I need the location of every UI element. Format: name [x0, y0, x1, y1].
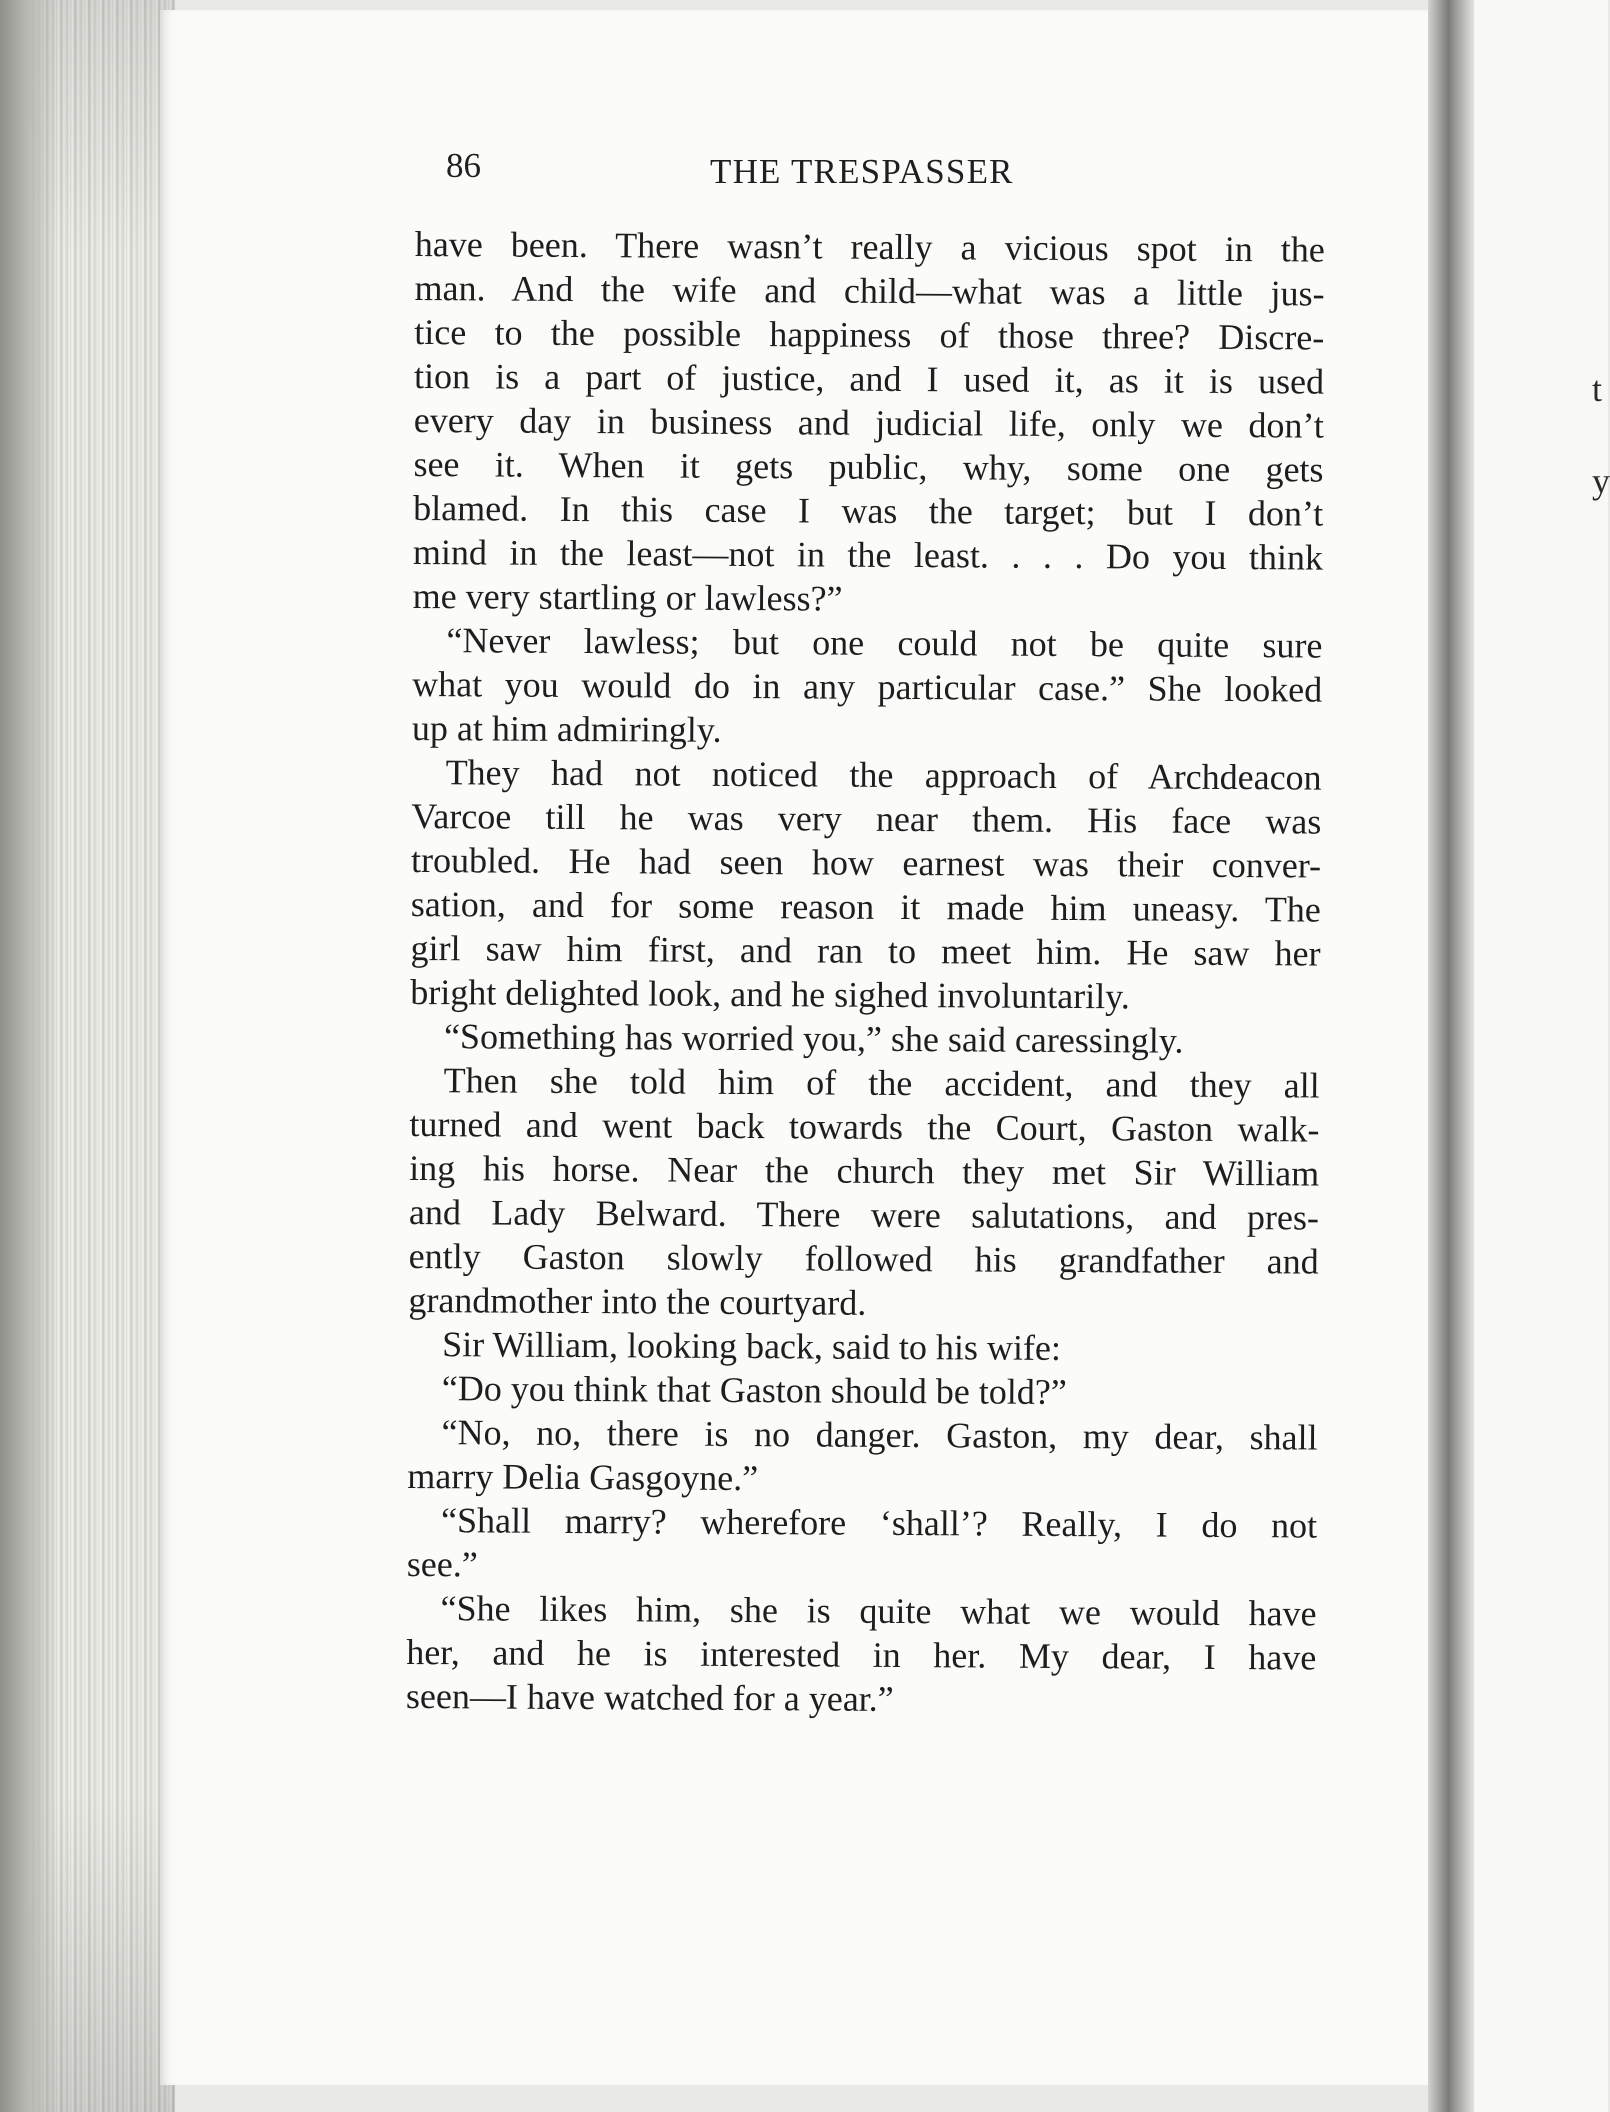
text-line: sation, and for some reason it made him uneasy. The	[410, 883, 1321, 930]
text-line: up at him admiringly.	[411, 707, 722, 750]
text-line: man. And the wife and child—what was a little jus-	[414, 267, 1325, 314]
spine-shadow	[0, 0, 60, 2112]
text-line: Sir William, looking back, said to his wife:	[442, 1324, 1062, 1368]
text-line: marry Delia Gasgoyne.”	[407, 1455, 759, 1499]
text-line: “She likes him, she is quite what we would have	[440, 1588, 1317, 1634]
text-line: “No, no, there is no danger. Gaston, my dear, shall	[441, 1412, 1318, 1458]
text-line: and Lady Belward. There were salutations, and pres-	[408, 1191, 1320, 1238]
text-line: “Never lawless; but one could not be quite sure	[446, 620, 1323, 666]
text-line: They had not noticed the approach of Archdeacon	[445, 752, 1322, 798]
text-line: troubled. He had seen how earnest was their conver-	[410, 839, 1322, 886]
text-line: Then she told him of the accident, and they all	[443, 1060, 1320, 1106]
body-text	[406, 222, 1325, 1724]
text-line: grandmother into the courtyard.	[408, 1279, 867, 1323]
running-head: THE TRESPASSER	[710, 152, 1014, 191]
text-line: “Shall marry? wherefore ‘shall’? Really, I do not	[440, 1500, 1318, 1546]
text-line: mind in the least—not in the least. . . . Do you think	[412, 531, 1324, 578]
page-number: 86	[446, 146, 481, 185]
text-line: ing his horse. Near the church they met Sir William	[409, 1147, 1320, 1194]
text-line: tion is a part of justice, and I used it, as it is used	[413, 355, 1325, 402]
facing-page	[1474, 0, 1608, 2112]
text-line: seen—I have watched for a year.”	[405, 1675, 894, 1719]
text-line: every day in business and judicial life, only we don’t	[413, 399, 1324, 446]
text-line: “Something has worried you,” she said caressingly.	[443, 1016, 1184, 1061]
text-line: “Do you think that Gaston should be told?”	[441, 1368, 1067, 1413]
book-gutter	[1428, 0, 1474, 2112]
text-line: me very startling or lawless?”	[412, 575, 843, 619]
text-line: turned and went back towards the Court, Gaston walk-	[409, 1103, 1320, 1150]
text-line: what you would do in any particular case.” She looked	[412, 663, 1323, 710]
text-line: her, and he is interested in her. My dear, I have	[406, 1631, 1317, 1678]
text-line: girl saw him first, and ran to meet him. He saw her	[410, 927, 1321, 974]
text-line: ently Gaston slowly followed his grandfather and	[408, 1235, 1319, 1282]
text-line: have been. There wasn’t really a vicious spot in the	[414, 223, 1325, 270]
facing-page-letter: t	[1592, 369, 1603, 409]
text-line: see it. When it gets public, why, some one gets	[413, 443, 1324, 490]
text-line: see.”	[406, 1543, 478, 1585]
text-line: tice to the possible happiness of those three? Discre-	[414, 311, 1325, 358]
text-line: bright delighted look, and he sighed involuntarily.	[410, 971, 1130, 1017]
text-line: blamed. In this case I was the target; but I don’t	[413, 487, 1324, 534]
facing-page-letter: y	[1592, 461, 1610, 501]
text-line: Varcoe till he was very near them. His face was	[411, 795, 1322, 842]
